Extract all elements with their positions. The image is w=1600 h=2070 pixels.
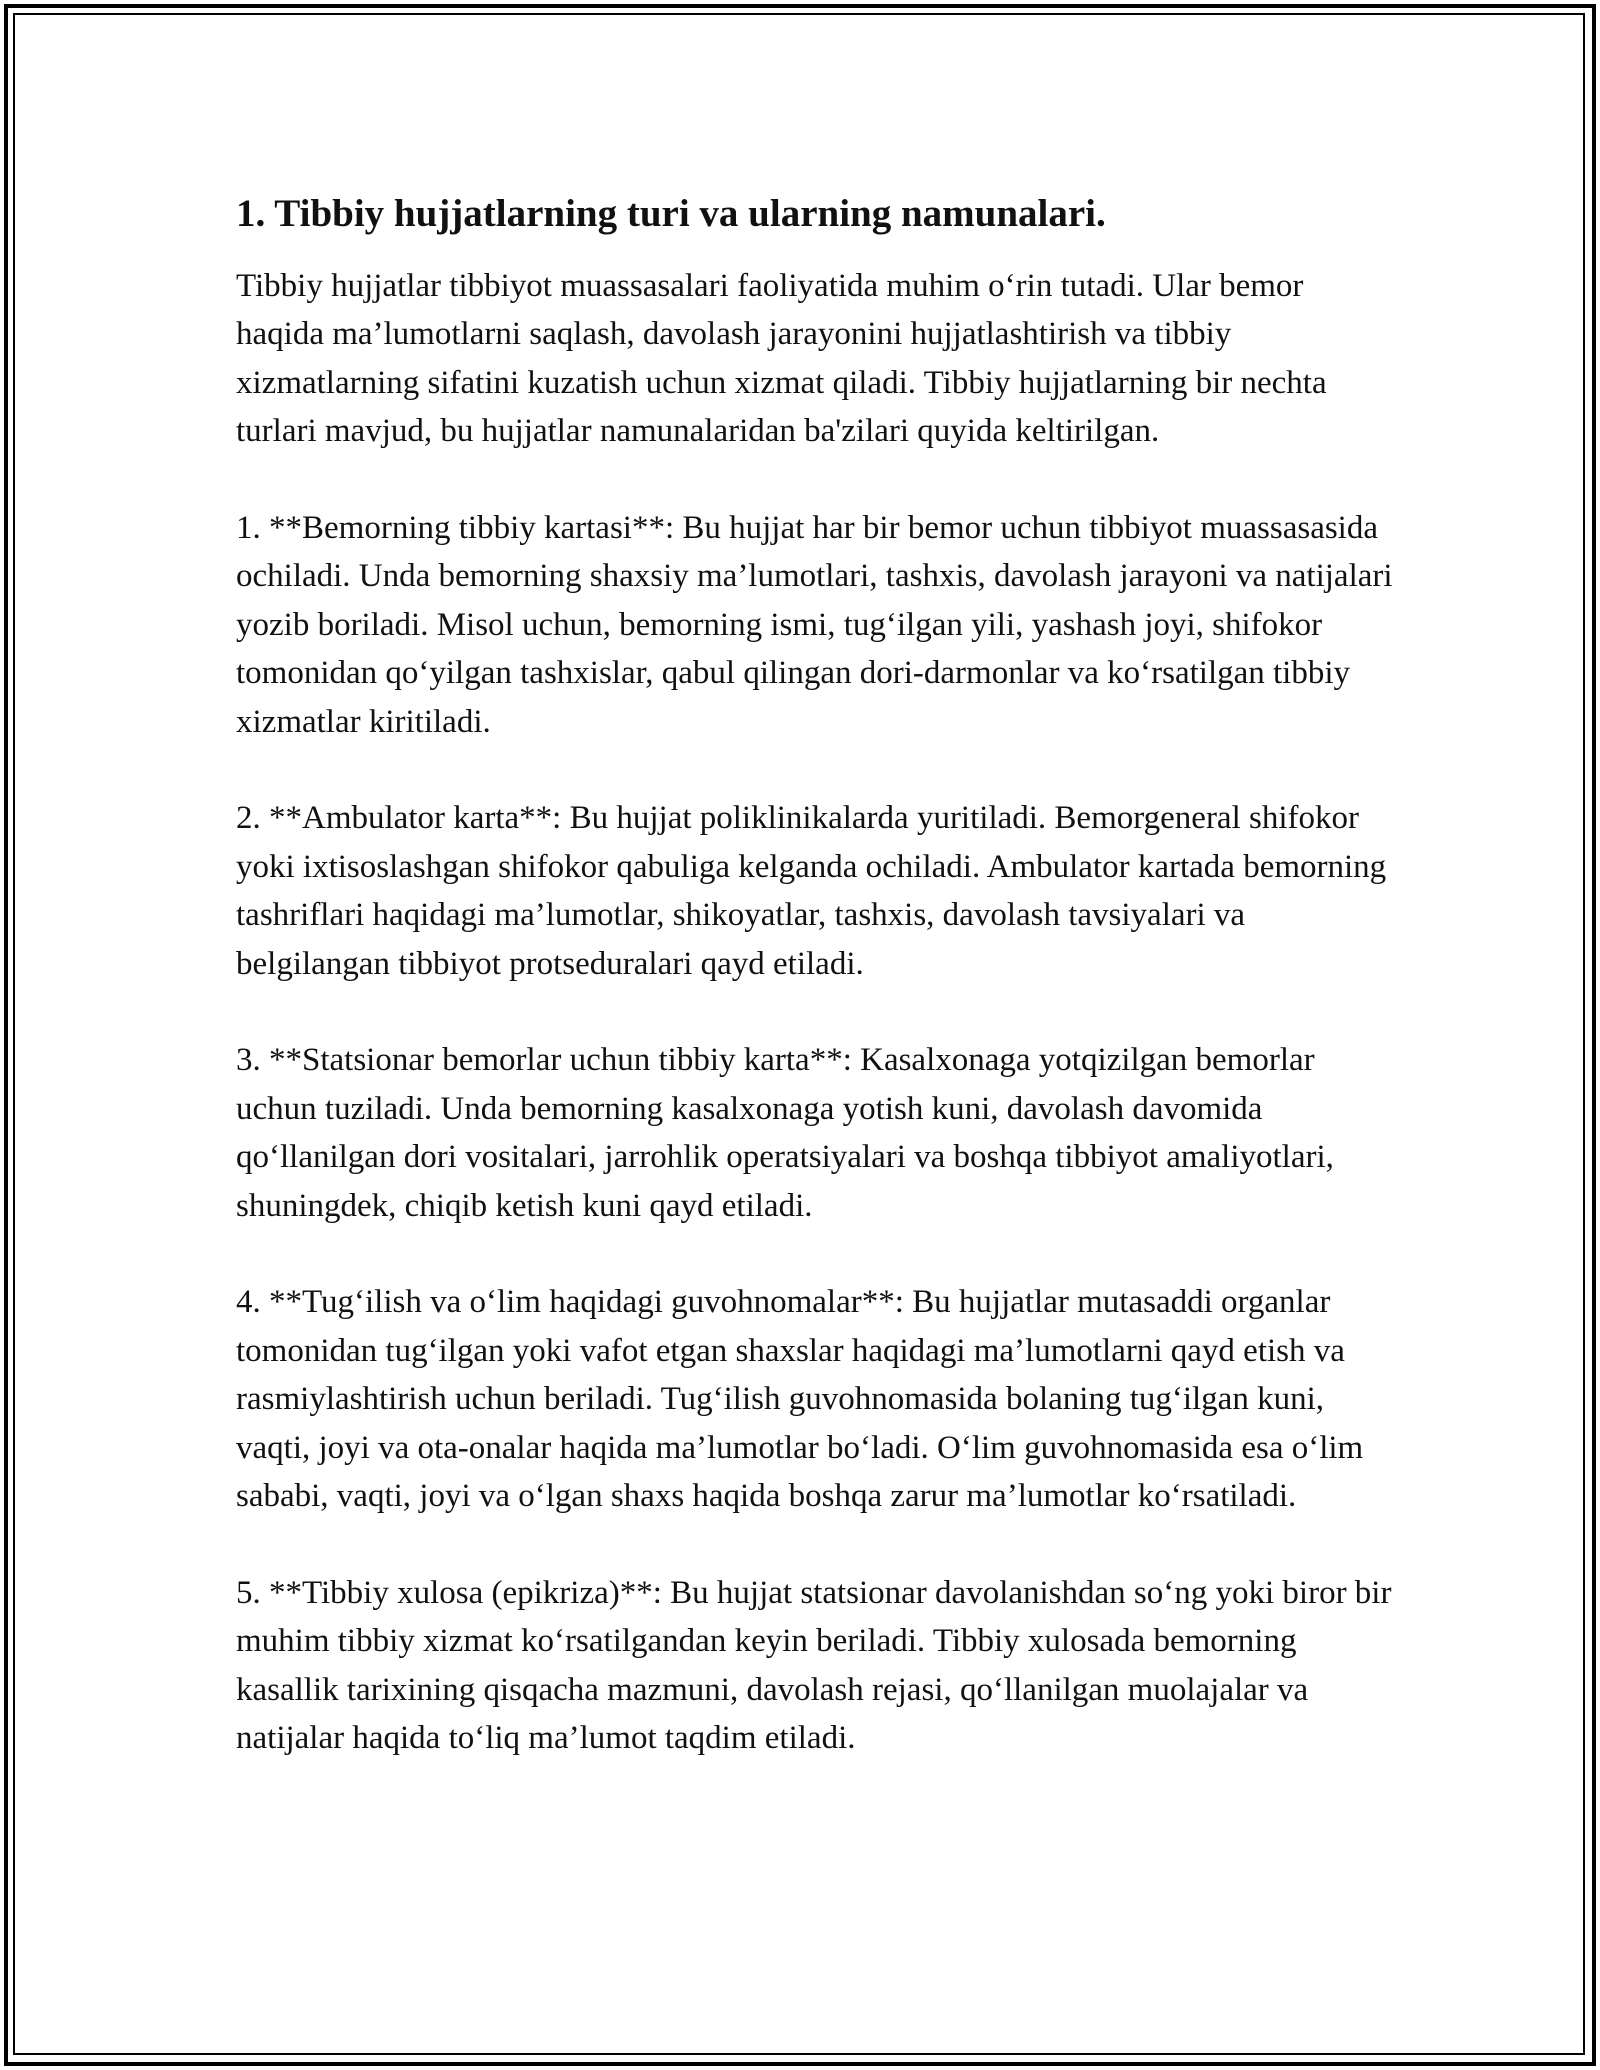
intro-paragraph: Tibbiy hujjatlar tibbiyot muassasalari faoliyatida muhim o‘rin tutadi. Ular bemor haqida ma’lumotlarni saqlash, davolash jarayonini hujjatlashtirish va tibbiy xizmatlarning sifatini kuzatish uchun xizmat qiladi. Tibbiy hujjatlarning bir nechta turlari mavjud, bu hujjatlar namunalaridan ba'zilari quyida keltirilgan.	[236, 268, 1327, 450]
document-title: 1. Tibbiy hujjatlarning turi va ularning namunalari.	[236, 192, 1106, 235]
list-item: 3. **Statsionar bemorlar uchun tibbiy karta**: Kasalxonaga yotqizilgan bemorlar uchun tuziladi. Unda bemorning kasalxonaga yotish kuni, davolash davomida qo‘llanilgan dori vositalari, jarrohlik operatsiyalari va boshqa tibbiyot amaliyotlari, shuningdek, chiqib ketish kuni qayd etiladi.	[236, 1042, 1334, 1224]
document-body	[236, 188, 1396, 1763]
list-item: 2. **Ambulator karta**: Bu hujjat poliklinikalarda yuritiladi. Bemorgeneral shifokor yoki ixtisoslashgan shifokor qabuliga kelganda ochiladi. Ambulator kartada bemorning tashriflari haqidagi ma’lumotlar, shikoyatlar, tashxis, davolash tavsiyalari va belgilangan tibbiyot protseduralari qayd etiladi.	[236, 800, 1387, 982]
list-item: 1. **Bemorning tibbiy kartasi**: Bu hujjat har bir bemor uchun tibbiyot muassasasida ochiladi. Unda bemorning shaxsiy ma’lumotlari, tashxis, davolash jarayoni va natijalari yozib boriladi. Misol uchun, bemorning ismi, tug‘ilgan yili, yashash joyi, shifokor tomonidan qo‘yilgan tashxislar, qabul qilingan dori-darmonlar va ko‘rsatilgan tibbiy xizmatlar kiritiladi.	[236, 510, 1393, 740]
list-item: 5. **Tibbiy xulosa (epikriza)**: Bu hujjat statsionar davolanishdan so‘ng yoki biror bir muhim tibbiy xizmat ko‘rsatilgandan keyin beriladi. Tibbiy xulosada bemorning kasallik tarixining qisqacha mazmuni, davolash rejasi, qo‘llanilgan muolajalar va natijalar haqida to‘liq ma’lumot taqdim etiladi.	[236, 1574, 1392, 1757]
list-item: 4. **Tug‘ilish va o‘lim haqidagi guvohnomalar**: Bu hujjatlar mutasaddi organlar tomonidan tug‘ilgan yoki vafot etgan shaxslar haqidagi ma’lumotlarni qayd etish va rasmiylashtirish uchun beriladi. Tug‘ilish guvohnomasida bolaning tug‘ilgan kuni, vaqti, joyi va ota-onalar haqida ma’lumotlar bo‘ladi. O‘lim guvohnomasida esa o‘lim sababi, vaqti, joyi va o‘lgan shaxs haqida boshqa zarur ma’lumotlar ko‘rsatiladi.	[236, 1284, 1364, 1515]
